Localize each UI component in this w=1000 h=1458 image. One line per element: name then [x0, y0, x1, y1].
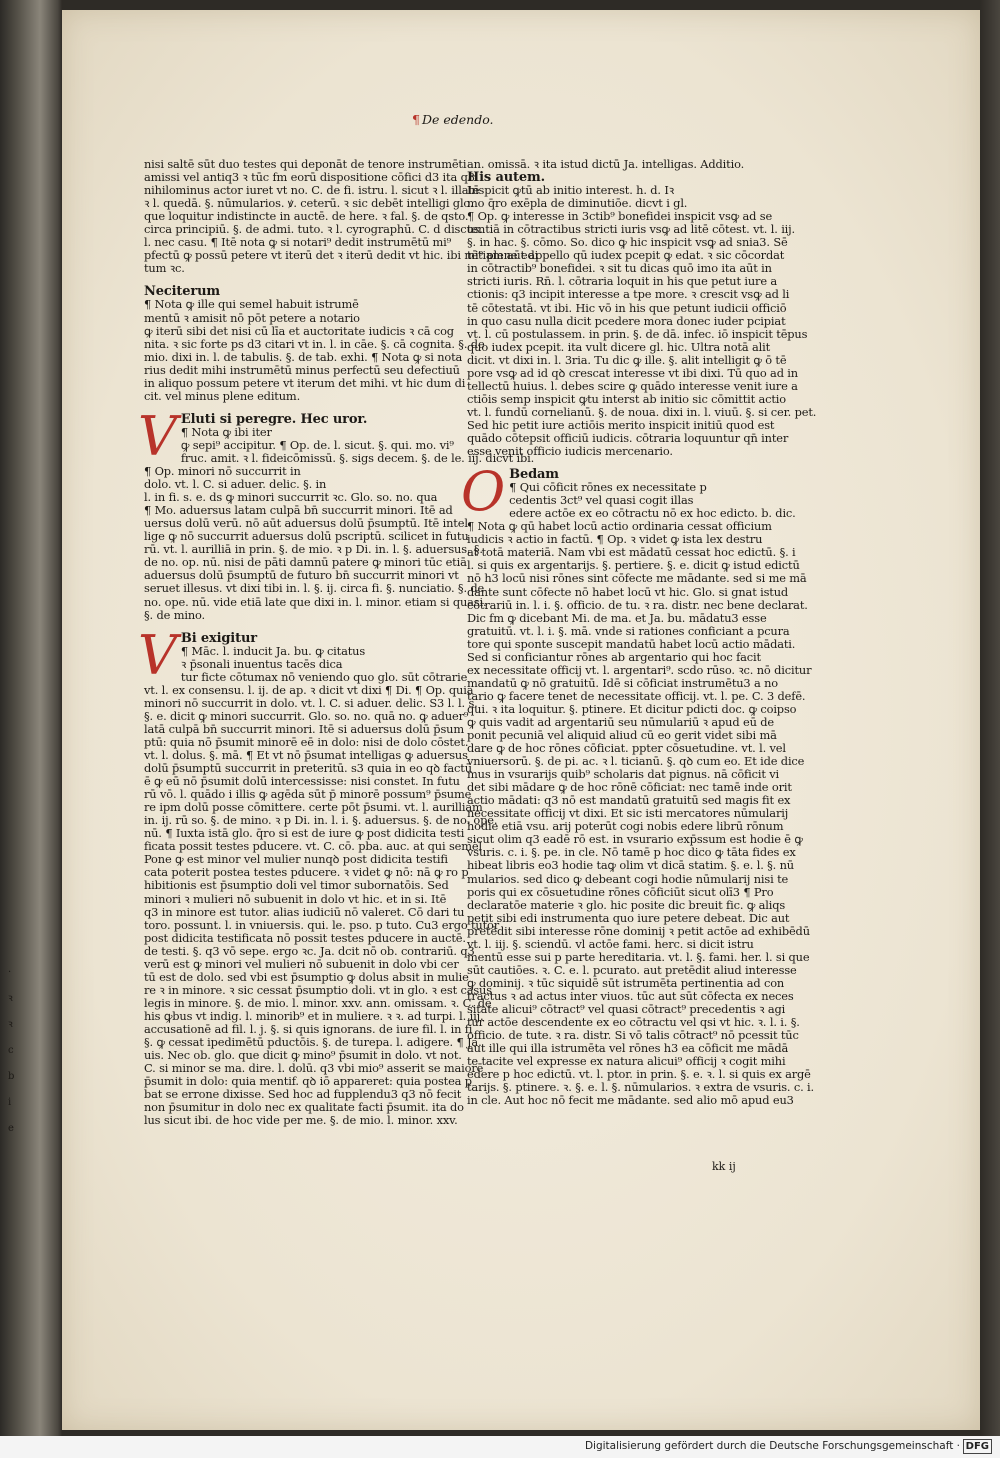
text-line: cata poterit postea testes pducere. ꝛ videt ꝙ nō: nā ꝙ ro p [144, 865, 469, 880]
text-line: necessitate officij vt dixi. Et sic isti mercatores nūmularij [467, 806, 789, 821]
text-line: at totā materiā. Nam vbi est mādatū cessat hoc edictū. §. i [467, 545, 796, 560]
text-line: uis. Nec ob. glo. que dicit ꝙ mino⁹ p̄sumit in dolo. vt not. [144, 1048, 462, 1063]
text-line: ꝙ sepi⁹ accipitur. ¶ Op. de. l. sicut. §. qui. mo. vi⁹ [180, 437, 454, 452]
book-page [62, 10, 980, 1430]
text-line: pfectū ꝙ possū petere vt iterū det ꝛ iterū dedit vt hic. ibi mi⁹ plene edi [144, 248, 539, 263]
text-line: lus sicut ibi. de hoc vide per me. §. de mio. l. minor. xxv. [144, 1113, 458, 1128]
text-line: ctionis: q3 incipit interesse a tpe more. ꝛ crescit vsꝙ ad li [467, 287, 790, 302]
text-line: edere actōe ex eo cōtractu nō ex hoc edicto. b. dic. [509, 506, 796, 521]
text-line: C. si minor se ma. dire. l. dolū. q3 vbi mio⁹ asserit se maiorē [144, 1061, 484, 1076]
text-line: que loquitur indistincte in auctē. de here. ꝛ fal. §. de qsto. [144, 209, 469, 224]
text-line: sitate alicui⁹ cōtract⁹ vel quasi cōtract⁹ precedentis ꝛ agi [467, 1002, 786, 1016]
text-line: tum ꝛc. [144, 261, 185, 276]
text-line: in cle. Aut hoc nō fecit me mādante. sed alio mō apud eu3 [467, 1093, 794, 1108]
text-line: stricti iuris. Rn̄. l. cōtraria loquit in his que petut iure a [467, 274, 778, 289]
text-line: rū. vt. l. aurilliā in prin. §. de mio. ꝛ p Di. in. l. §. aduersus. §. [144, 542, 483, 557]
text-line: nisi saltē sūt duo testes qui deponāt de tenore instrumēti [144, 157, 467, 171]
text-line: legis in minore. §. de mio. l. minor. xxv. ann. omissam. ꝛ. C. de [144, 995, 492, 1010]
text-line: actio mādati: q3 nō est mandatū gratuitū sed magis fit ex [467, 793, 791, 808]
text-line: Pone ꝙ est minor vel mulier nunqꝺ post didicita testifi [144, 852, 448, 867]
right-paragraph-2 [467, 170, 817, 459]
text-line: tentiā in cōtractibus stricti iuris vsꝙ ad litē cōtest. vt. l. iij. [467, 222, 796, 237]
text-line: latā culpā bn̄ succurrit minori. Itē si aduersus dolū p̄sum [144, 721, 464, 736]
text-line: ¶ Op. ꝙ interesse in 3ctib⁹ bonefidei inspicit vsꝙ ad se [467, 209, 773, 224]
left-paragraph-4 [138, 623, 500, 1128]
text-line: l. si quis ex argentarijs. §. pertiere. §. e. dicit ꝙ istud edictū [467, 558, 800, 573]
text-line: vniuersorū. §. de pi. ac. ꝛ l. ticianū. §. qꝺ cum eo. Et ide dice [467, 754, 805, 769]
text-line: lige ꝙ nō succurrit aduersus dolū pscriptū. scilicet in futu [144, 529, 469, 544]
text-line: uersus dolū verū. nō aūt aduersus dolū p̄sumptū. Itē intel [144, 516, 468, 531]
text-line: §. de mino. [144, 607, 205, 622]
text-line: poris qui ex cōsuetudine rōnes cōficiūt sicut olī3 ¶ Pro [467, 884, 774, 899]
text-line: tarijs. §. ptinere. ꝛ. §. e. l. §. nūmularios. ꝛ extra de vsuris. c. i. [467, 1080, 814, 1095]
text-line: mus in vsurarijs quib⁹ scholaris dat pignus. nā cōficit vi [467, 767, 780, 782]
text-line: re ipm dolū posse cōmittere. certe pōt p̄sumi. vt. l. aurilliam [144, 800, 483, 815]
text-line: hodie etiā vsu. arij poterūt cogi nobis edere librū rōnum [467, 819, 784, 834]
text-line: in quo casu nulla dicit pcedere mora donec iuder pcipiat [467, 313, 786, 328]
text-line: l. in fi. s. e. ds ꝙ minori succurrit ꝛc. Glo. so. no. qua [144, 490, 438, 505]
text-line: rū vō. l. quādo i illis ꝙ agēda sūt p̄ minorē possum⁹ p̄sume [144, 787, 472, 802]
right-column [461, 157, 817, 1108]
text-line: qui. ꝛ ita loquitur. §. ptinere. Et dicitur pdicti doc. ꝙ coipso [467, 701, 797, 716]
text-line: rius dedit mihi instrumētū minus perfectū seu defectiuū [144, 362, 460, 377]
text-line: aduersus dolū p̄sumptū de futuro bn̄ succurrit minori vt [144, 568, 459, 583]
text-line: dolo. vt. l. C. si aduer. delic. §. in [144, 477, 327, 492]
rubricated-initial-v-2: V [138, 623, 177, 687]
text-line: ¶ Nota ꝙ qū habet locū actio ordinaria cessat officium [467, 519, 772, 534]
text-line: esse venit officio iudicis mercenario. [467, 444, 673, 459]
text-line: tū est de dolo. sed vbi est p̄sumptio ꝙ dolus absit in mulie [144, 969, 469, 984]
text-line: iudicis ꝛ actio in factū. ¶ Op. ꝛ videt ꝙ ista lex destru [467, 532, 763, 547]
text-line: tētiam aūt appello qū iudex pcepit ꝙ edat. ꝛ sic cōcordat [467, 248, 785, 263]
text-line: re ꝛ in minore. ꝛ sic cessat p̄sumptio doli. vt in glo. ꝛ est casus [144, 982, 492, 997]
text-line: circa principiū. §. de admi. tuto. ꝛ l. cyrographū. C. d discus. [144, 222, 483, 237]
text-line: vt. l. ex consensu. l. ij. de ap. ꝛ dicit vt dixi ¶ Di. ¶ Op. quia [144, 682, 474, 697]
text-line: ꝙ quis vadit ad argentariū seu nūmulariū ꝛ apud eū de [467, 714, 774, 729]
text-line: no. ope. nū. vide etiā late que dixi in. l. minor. etiam si quasi. [144, 594, 487, 609]
lemma-neciterum: Neciterum [144, 284, 220, 300]
text-line: Sed si conficiantur rōnes ab argentario qui hoc facit [467, 649, 761, 664]
text-line: dare ꝙ de hoc rōnes cōficiat. ppter cōsuetudine. vt. l. vel [467, 741, 786, 756]
text-line: de testi. §. q3 vō sepe. ergo ꝛc. Ja. dcit nō ob. contrariū. q3 [144, 943, 475, 958]
text-line: vt. l. dolus. §. mā. ¶ Et vt nō p̄sumat intelligas ꝙ aduersus [144, 748, 468, 763]
text-line: fruc. amit. ꝛ l. fideicōmissū. §. sigs decem. §. de le. iij. dicvt ibi. [180, 450, 535, 465]
text-line: ex necessitate officij vt. l. argentari⁹. scdo rūso. ꝛc. nō dicitur [467, 662, 812, 677]
text-line: hibeat libris eo3 hodie taꝙ olim vt dicā statim. §. e. l. §. nū [467, 858, 794, 873]
text-line: tario ꝙ facere tenet de necessitate officij. vt. l. pe. C. 3 defē. [467, 688, 806, 703]
text-line: de no. op. nū. nisi de pāti damnū patere ꝙ minori tūc etiā [144, 555, 467, 570]
text-line: ꝙ iterū sibi det nisi cū līa et auctoritate iudicis ꝛ cā cog [144, 323, 454, 338]
text-line: Sed hic petit iure actiōis merito inspicit initiū quod est [467, 417, 775, 432]
text-line: nihilominus actor iuret vt no. C. de fi. istru. l. sicut ꝛ l. illatē [144, 183, 480, 198]
text-line: declaratōe materie ꝛ glo. hic posite dic breuit fic. ꝙ aliqs [467, 897, 786, 912]
text-line: minori nō succurrit in dolo. vt. l. C. si aduer. delic. S3 l. l. s. [144, 695, 478, 710]
text-line: vt. l. cū postulassem. in prin. §. de dā. infec. iō inspicit tēpus [467, 326, 808, 341]
text-line: his ꝙbus vt indig. l. minorib⁹ et in muliere. ꝛ ꝛ. ad turpi. l. iij. [144, 1008, 484, 1023]
text-line: officio. de tute. ꝛ ra. distr. Si vō talis cōtract⁹ nō pcessit tūc [467, 1028, 799, 1043]
text-line: quo iudex pcepit. ita vult dicere gl. hic. Ultra notā alit [467, 339, 771, 354]
text-line: l. nec casu. ¶ Itē nota ꝙ si notari⁹ dedit instrumētū mi⁹ [144, 235, 452, 250]
left-paragraph-2 [144, 284, 485, 403]
text-line: nū. ¶ Iuxta istā glo. q̄ro si est de iure ꝙ post didicita testi [144, 826, 465, 841]
signature-mark: kk ij [712, 1160, 736, 1173]
text-line: cedentis 3ct⁹ vel quasi cogit illas [509, 493, 694, 508]
text-line: tur ficte cōtumax nō veniendo quo glo. sūt cōtrarie [180, 669, 468, 684]
text-line: aut ille qui illa istrumēta vel rōnes h3 ea cōficit me mādā [467, 1041, 789, 1056]
text-line: dicit. vt dixi in. l. 3ria. Tu dic ꝙ ille. §. alit intelligit ꝙ ō tē [467, 352, 787, 367]
text-line: vt. l. iij. §. sciendū. vl actōe fami. herc. si dicit istru [467, 936, 754, 951]
paragraph-mark-icon: ¶ [412, 112, 420, 127]
text-line: pretēdit sibi interesse rōne dominij ꝛ petit actōe ad exhibēdū [467, 923, 810, 938]
text-line: ptū: quia nō p̄sumit minorē eē in dolo: nisi de dolo cōstet. [144, 734, 469, 749]
text-line: ¶ Mo. aduersus latam culpā bn̄ succurrit minori. Itē ad [144, 503, 453, 518]
lemma-bi-exigitur: Bi exigitur [180, 630, 257, 646]
text-line: ꝙ dominij. ꝛ tūc siquidē sūt istrumēta pertinentia ad con [467, 975, 785, 990]
text-line: ꝛ p̄sonali inuentus tacēs dica [180, 656, 343, 671]
text-line: vt. l. fundū cornelianū. §. de noua. dixi in. l. viuū. §. si cer. pet. [467, 404, 817, 419]
text-line: hibitionis est p̄sumptio doli vel timor subornatōis. Sed [144, 878, 449, 893]
text-line: pore vsꝙ ad id qꝺ crescat interesse vt ibi dixi. Tū quo ad in [467, 365, 798, 380]
text-line: accusationē ad fil. l. j. §. si quis ignorans. de iure fil. l. in fi [144, 1022, 473, 1036]
text-line: ¶ Nota ꝙ ibi iter [180, 424, 272, 439]
text-line: mentū esse sui p parte hereditaria. vt. l. §. fami. her. l. si que [467, 949, 810, 964]
text-line: seruet illesus. vt dixi tibi in. l. §. ij. circa fi. §. nunciatio. §. de [144, 581, 485, 596]
text-line: cōtrariū in. l. i. §. officio. de tu. ꝛ ra. distr. nec bene declarat. [467, 597, 808, 612]
text-line: §. in hac. §. cōmo. So. dico ꝙ hic inspicit vsꝙ ad snia3. Sē [467, 235, 788, 250]
text-line: dolū p̄sumptū succurrit in preteritū. s3 quia in eo qꝺ factū [144, 761, 472, 776]
text-line: sicut olim q3 eadē rō est. in vsurario exp̄ssum est hodie ē ꝙ [467, 832, 803, 847]
text-line: tractus ꝛ ad actus inter viuos. tūc aut sūt cōfecta ex neces [467, 988, 794, 1003]
text-line: nita. ꝛ sic forte ps d3 citari vt in. l. in cāe. §. cā cognita. §. de [144, 336, 485, 351]
text-line: ē ꝙ eū nō p̄sumit dolū intercessisse: nisi constet. In futu [144, 774, 460, 789]
text-line: det sibi mādare ꝙ de hoc rōnē cōficiat: nec tamē inde orit [467, 780, 792, 795]
text-line: dante sunt cōfecte nō habet locū vt hic. Glo. si gnat istud [467, 584, 789, 599]
rubricated-initial-v: V [138, 404, 177, 468]
text-line: non p̄sumitur in dolo nec ex qualitate facti p̄sumit. ita do [144, 1100, 464, 1115]
rubricated-initial-o: O [461, 460, 506, 524]
text-line: mio. dixi in. l. de tabulis. §. de tab. exhi. ¶ Nota ꝙ si nota [144, 349, 463, 364]
text-line: tore qui sponte suscepit mandatū habet locū actio mādati. [467, 636, 796, 651]
text-line: p̄sumit in dolo: quia mentif. qꝺ iō appareret: quia postea p [144, 1074, 472, 1089]
text-line: toro. possunt. l. in vniuersis. qui. le. pso. p tuto. Cu3 ergo tutor [144, 917, 500, 932]
dfg-logo-icon: DFG [963, 1439, 992, 1454]
text-line: post didicita testificata nō possit testes pducere in auctē. [144, 930, 466, 945]
lemma-eluti: Eluti si peregre. Hec uror. [180, 411, 368, 427]
text-line: ¶ Qui cōficit rōnes ex necessitate p [509, 480, 707, 495]
running-head [412, 112, 493, 127]
text-line: an. omissā. ꝛ ita istud dictū Ja. intelligas. Additio. [467, 157, 745, 171]
lemma-bedam: Bedam [509, 467, 559, 483]
text-line: ficata possit testes pducere. vt. C. cō. pba. auc. at qui semel [144, 839, 482, 854]
text-line: §. ꝙ cessat ipedimētū pductōis. §. de turepa. l. adigere. ¶ Ja. [144, 1035, 482, 1050]
text-line: verū est ꝙ minori vel mulieri nō subuenit in dolo vbi cer [144, 956, 459, 971]
text-line: in aliquo possum petere vt iterum det mihi. vt hic dum di [144, 375, 466, 390]
text-line: petit sibi edi instrumenta quo iure petere debeat. Dic aut [467, 910, 790, 925]
text-line: tē cōtestatā. vt ibi. Hic vō in his que petunt iudicii officiō [467, 300, 787, 315]
text-line: ctiōis semp inspicit ꝙtu interst ab initio sic cōmittit actio [467, 391, 787, 406]
text-line: quādo cōtepsit officiū iudicis. cōtraria loquuntur qn̄ inter [467, 430, 789, 445]
text-line: Dic fm ꝙ dicebant Mi. de ma. et Ja. bu. mādatu3 esse [467, 610, 767, 625]
text-line: mularios. sed dico ꝙ debeant cogi hodie nūmularij nisi te [467, 871, 789, 886]
text-line: ¶ Nota ꝙ ille qui semel habuit istrumē [144, 297, 359, 312]
text-line: te tacite vel expresse ex natura alicui⁹ officij ꝛ cogit mihi [467, 1054, 786, 1069]
lemma-his-autem: His autem. [467, 170, 545, 186]
text-line: amissi vel antiq3 ꝛ tūc fm eorū dispositione cōfici d3 ita q3 [144, 170, 475, 185]
text-line: in cōtractib⁹ bonefidei. ꝛ sit tu dicas quō imo ita aūt in [467, 261, 772, 276]
text-line: minori ꝛ mulieri nō subuenit in dolo vt hic. et in si. Itē [144, 891, 447, 906]
text-line: bat se errone dixisse. Sed hoc ad fupplendu3 q3 nō fecit [144, 1087, 462, 1102]
text-line: edere p hoc edictū. vt. l. ptor. in prin. §. e. ꝛ. l. si quis ex argē [467, 1067, 811, 1082]
text-line: sūt cautiōes. ꝛ. C. e. l. pcurato. aut pretēdit aliud interesse [467, 962, 797, 977]
text-line: ꝛ l. quedā. §. nūmularios. ꝟ. ceterū. ꝛ sic debēt intelligi glo. [144, 196, 474, 211]
right-paragraph-3 [461, 460, 814, 1108]
text-line: ¶ Māc. l. inducit Ja. bu. ꝙ citatus [180, 643, 366, 658]
text-line: tellectū huius. l. debes scire ꝙ quādo interesse venit iure a [467, 378, 798, 393]
footer-bar [0, 1436, 1000, 1458]
text-line: §. e. dicit ꝙ minori succurrit. Glo. so. no. quā no. ꝙ aduer⁹ [144, 708, 469, 723]
running-head-title: De edendo. [421, 112, 494, 127]
text-line: mo q̄ro exēpla de diminutiōe. dicvt i gl. [467, 196, 688, 211]
text-line: nō h3 locū nisi rōnes sint cōfecte me mādante. sed si me mā [467, 571, 807, 586]
text-line: gratuitū. vt. l. i. §. mā. vnde si rationes conficiant a pcura [467, 623, 790, 638]
text-line: tur actōe descendente ex eo cōtractu vel qsi vt hic. ꝛ. l. i. §. [467, 1015, 800, 1030]
text-line: vsuris. c. i. §. pe. in cle. Nō tamē p hoc dico ꝙ tāta fides ex [467, 845, 796, 860]
text-line: q3 in minore est tutor. alias iudiciū nō valeret. Cō dari tu [144, 904, 465, 919]
text-line: mentū ꝛ amisit nō pōt petere a notario [144, 310, 360, 325]
text-line: mandatū ꝙ nō gratuitū. Idē si cōficiat instrumētu3 a no [467, 675, 779, 690]
text-line: cit. vel minus plene editum. [144, 388, 301, 403]
funding-credit: Digitalisierung gefördert durch die Deutsche Forschungsgemeinschaft · [584, 1440, 960, 1452]
text-line: ¶ Op. minori nō succurrit in [144, 464, 301, 479]
text-line: ponit pecuniā vel aliquid aliud cū eo gerit videt sibi mā [467, 728, 777, 743]
previous-page-edge: · ꝛ ꝛ c b i e [8, 967, 15, 1134]
text-line: Inspicit ꝙtū ab initio interest. h. d. Iꝛ [467, 183, 674, 198]
text-line: in. ij. rū so. §. de mino. ꝛ p Di. in. l. i. §. aduersus. §. de no. ope. [144, 813, 498, 828]
